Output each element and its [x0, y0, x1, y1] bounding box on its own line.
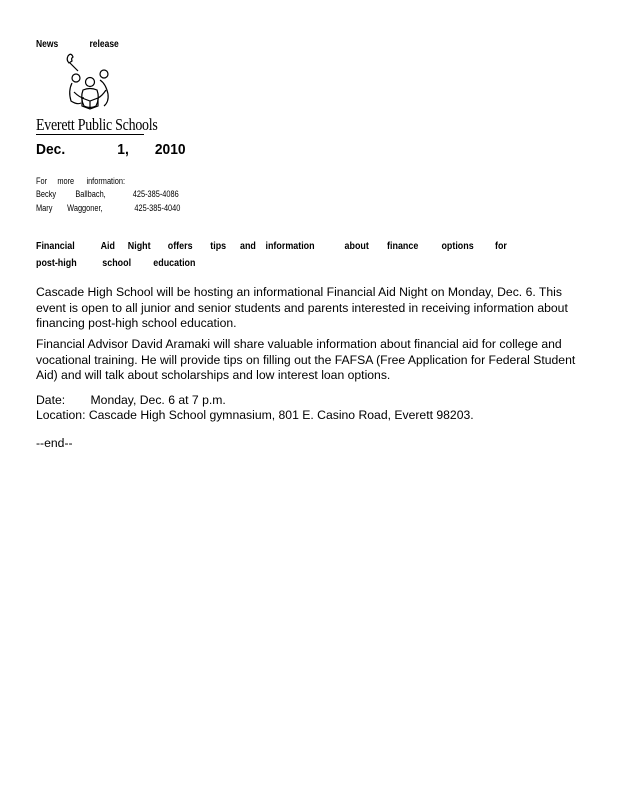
headline-word: Financial [36, 240, 75, 252]
date-label: Date: [36, 393, 66, 407]
contact-phone: 425-385-4040 [134, 203, 181, 213]
contact-first-name: Becky [36, 189, 57, 199]
headline-word: education [153, 257, 196, 269]
contact-row [36, 203, 200, 215]
headline-word: for [495, 240, 507, 252]
headline-word: Night [127, 240, 151, 252]
headline-word: post-high [36, 257, 77, 269]
headline-word: finance [387, 240, 419, 252]
headline-word: school [102, 257, 132, 269]
news-word: News [36, 39, 59, 50]
logo-underline [36, 134, 144, 135]
district-logo-icon [58, 52, 118, 116]
contact-last-name: Ballbach, [75, 189, 106, 199]
logo-wordmark: Everett Public Schools [36, 115, 158, 134]
headline-word: options [441, 240, 474, 252]
contact-row [36, 189, 200, 201]
date-value: Monday, Dec. 6 at 7 p.m. [90, 393, 226, 407]
release-word: release [89, 39, 119, 50]
headline-word: information [265, 240, 315, 252]
event-date-line [36, 393, 226, 409]
event-location: Location: Cascade High School gymnasium, 801 E. Casino Road, Everett 98203. [36, 408, 474, 422]
contact-phone: 425-385-4086 [132, 189, 179, 199]
headline-word: about [344, 240, 369, 252]
headline-word: and [240, 240, 256, 252]
headline-line-1 [36, 240, 512, 254]
body-paragraph-2: Financial Advisor David Aramaki will share valuable information about financial aid for college and vocational training. He will provide tips on filling out the FAFSA (Free Application for Federal Student Aid) and will talk about scholarships and low interest loan options. [36, 337, 576, 382]
headline-line-2 [36, 257, 291, 271]
end-marker: --end-- [36, 436, 73, 450]
release-date: Dec. 1, 2010 [36, 141, 186, 158]
news-release-label [36, 39, 119, 50]
body-paragraph-1: Cascade High School will be hosting an informational Financial Aid Night on Monday, Dec. 6. This event is open to all junior and senior students and parents interested in receiving information about financing post-high school education. [36, 285, 568, 330]
headline-word: tips [210, 240, 227, 252]
contact-label: For more information: [36, 176, 126, 186]
headline-word: Aid [100, 240, 115, 252]
headline-word: offers [167, 240, 193, 252]
contact-first-name: Mary [36, 203, 53, 213]
contact-last-name: Waggoner, [67, 203, 103, 213]
